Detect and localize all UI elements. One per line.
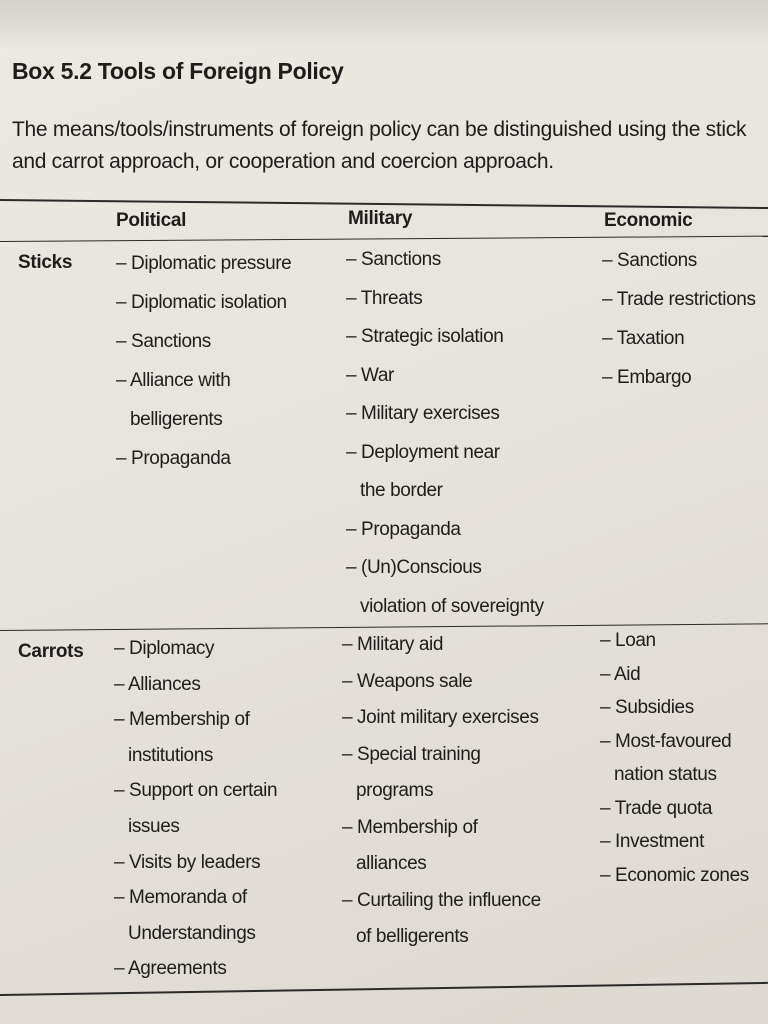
list-item [600,758,749,792]
list-item [346,241,544,280]
list-item-text: – Diplomatic isolation [116,292,287,313]
list-item [602,358,756,397]
intro-paragraph [12,114,762,178]
list-item [116,322,291,361]
sticks-military-list [346,241,544,626]
list-item [600,859,749,893]
list-item-text: – Agreements [114,958,227,980]
list-item [114,667,277,703]
list-item-text: – Military exercises [346,403,500,424]
list-item-text: – Propaganda [116,448,231,469]
header-military: Military [348,208,413,229]
list-item-text: – Threats [346,287,423,309]
list-item-text: violation of sovereignty [360,595,544,617]
list-item [116,439,291,478]
list-item-text: of belligerents [356,926,469,947]
list-item [602,319,756,358]
list-item [116,283,291,322]
list-item-text: – Sanctions [116,331,211,352]
list-item [600,624,749,658]
list-item-text: nation status [614,764,717,785]
list-item [346,472,544,511]
page-top-edge [0,0,768,48]
list-item [600,825,749,859]
list-item [346,434,544,473]
carrots-economic-list [600,624,749,892]
list-item-text: – Sanctions [346,249,441,270]
list-item-text: – Subsidies [600,697,694,718]
sticks-economic-list [602,241,756,397]
list-item [602,280,756,319]
intro-line-1: The means/tools/instruments of foreign policy can be distinguished using the stick [12,118,747,141]
list-item [342,883,541,920]
list-item-text: – Military aid [342,634,444,655]
list-item [346,318,544,357]
list-item-text: – Trade quota [600,797,713,819]
list-item-text: – Weapons sale [342,670,473,692]
list-item-text: – Special training [342,743,481,765]
list-item [346,549,544,588]
list-item [600,725,749,759]
header-economic: Economic [604,210,693,231]
list-item-text: institutions [128,744,213,766]
list-item-text: – Membership of [114,709,250,731]
list-item-text: Understandings [128,922,256,944]
list-item [342,664,541,701]
list-item-text: – Visits by leaders [114,851,261,873]
list-item [342,737,541,774]
list-item-text: – Propaganda [346,518,461,540]
list-item [114,951,277,987]
list-item-text: – Aid [600,663,641,685]
list-item-text: – Deployment near [346,441,500,463]
box-title: Box 5.2 Tools of Foreign Policy [12,58,344,84]
list-item-text: – Strategic isolation [346,326,504,347]
list-item-text: – Joint military exercises [342,707,539,728]
list-item [346,588,544,627]
list-item-text: the border [360,480,443,501]
list-item-text: – Embargo [602,367,692,388]
list-item [114,738,277,774]
list-item-text: – Taxation [602,328,685,349]
carrots-political-list [114,631,277,987]
list-item [602,241,756,280]
list-item-text: – Sanctions [602,250,697,271]
list-item-text: – Membership of [342,816,478,838]
list-item [116,244,291,283]
list-item [114,631,277,667]
intro-line-2: and carrot approach, or cooperation and coercion approach. [12,150,554,173]
list-item-text: – (Un)Conscious [346,557,482,578]
list-item-text: – Economic zones [600,864,749,886]
list-item [114,880,277,916]
list-item-text: alliances [356,853,427,874]
list-item-text: – Diplomacy [114,638,215,659]
list-item [116,361,291,400]
row-label-sticks: Sticks [18,252,73,273]
list-item [346,357,544,396]
list-item [342,627,541,664]
list-item-text: – Most-favoured [600,730,732,752]
list-item [346,280,544,319]
list-item-text: – Trade restrictions [602,289,756,310]
list-item [600,792,749,826]
list-item-text: – Alliances [114,673,201,695]
carrots-military-list [342,627,541,956]
list-item [342,700,541,737]
header-political: Political [116,210,187,231]
row-label-carrots: Carrots [18,641,84,662]
list-item [342,773,541,810]
list-item [114,702,277,738]
list-item-text: programs [356,780,434,801]
sticks-political-list [116,244,291,478]
list-item [346,511,544,550]
list-item [114,916,277,952]
list-item [114,773,277,809]
list-item [342,810,541,847]
list-item-text: belligerents [130,409,223,430]
list-item-text: – Memoranda of [114,887,247,909]
list-item-text: – Curtailing the influence [342,889,541,911]
list-item [116,400,291,439]
list-item-text: – Diplomatic pressure [116,253,292,274]
list-item [114,809,277,845]
list-item-text: issues [128,815,180,837]
list-item [600,691,749,725]
list-item [346,395,544,434]
list-item-text: – Support on certain [114,780,278,802]
list-item-text: – Loan [600,630,656,651]
list-item [600,658,749,692]
list-item [342,846,541,883]
list-item [114,845,277,881]
list-item-text: – Investment [600,831,704,852]
list-item [342,919,541,956]
list-item-text: – Alliance with [116,370,231,391]
list-item-text: – War [346,364,394,386]
